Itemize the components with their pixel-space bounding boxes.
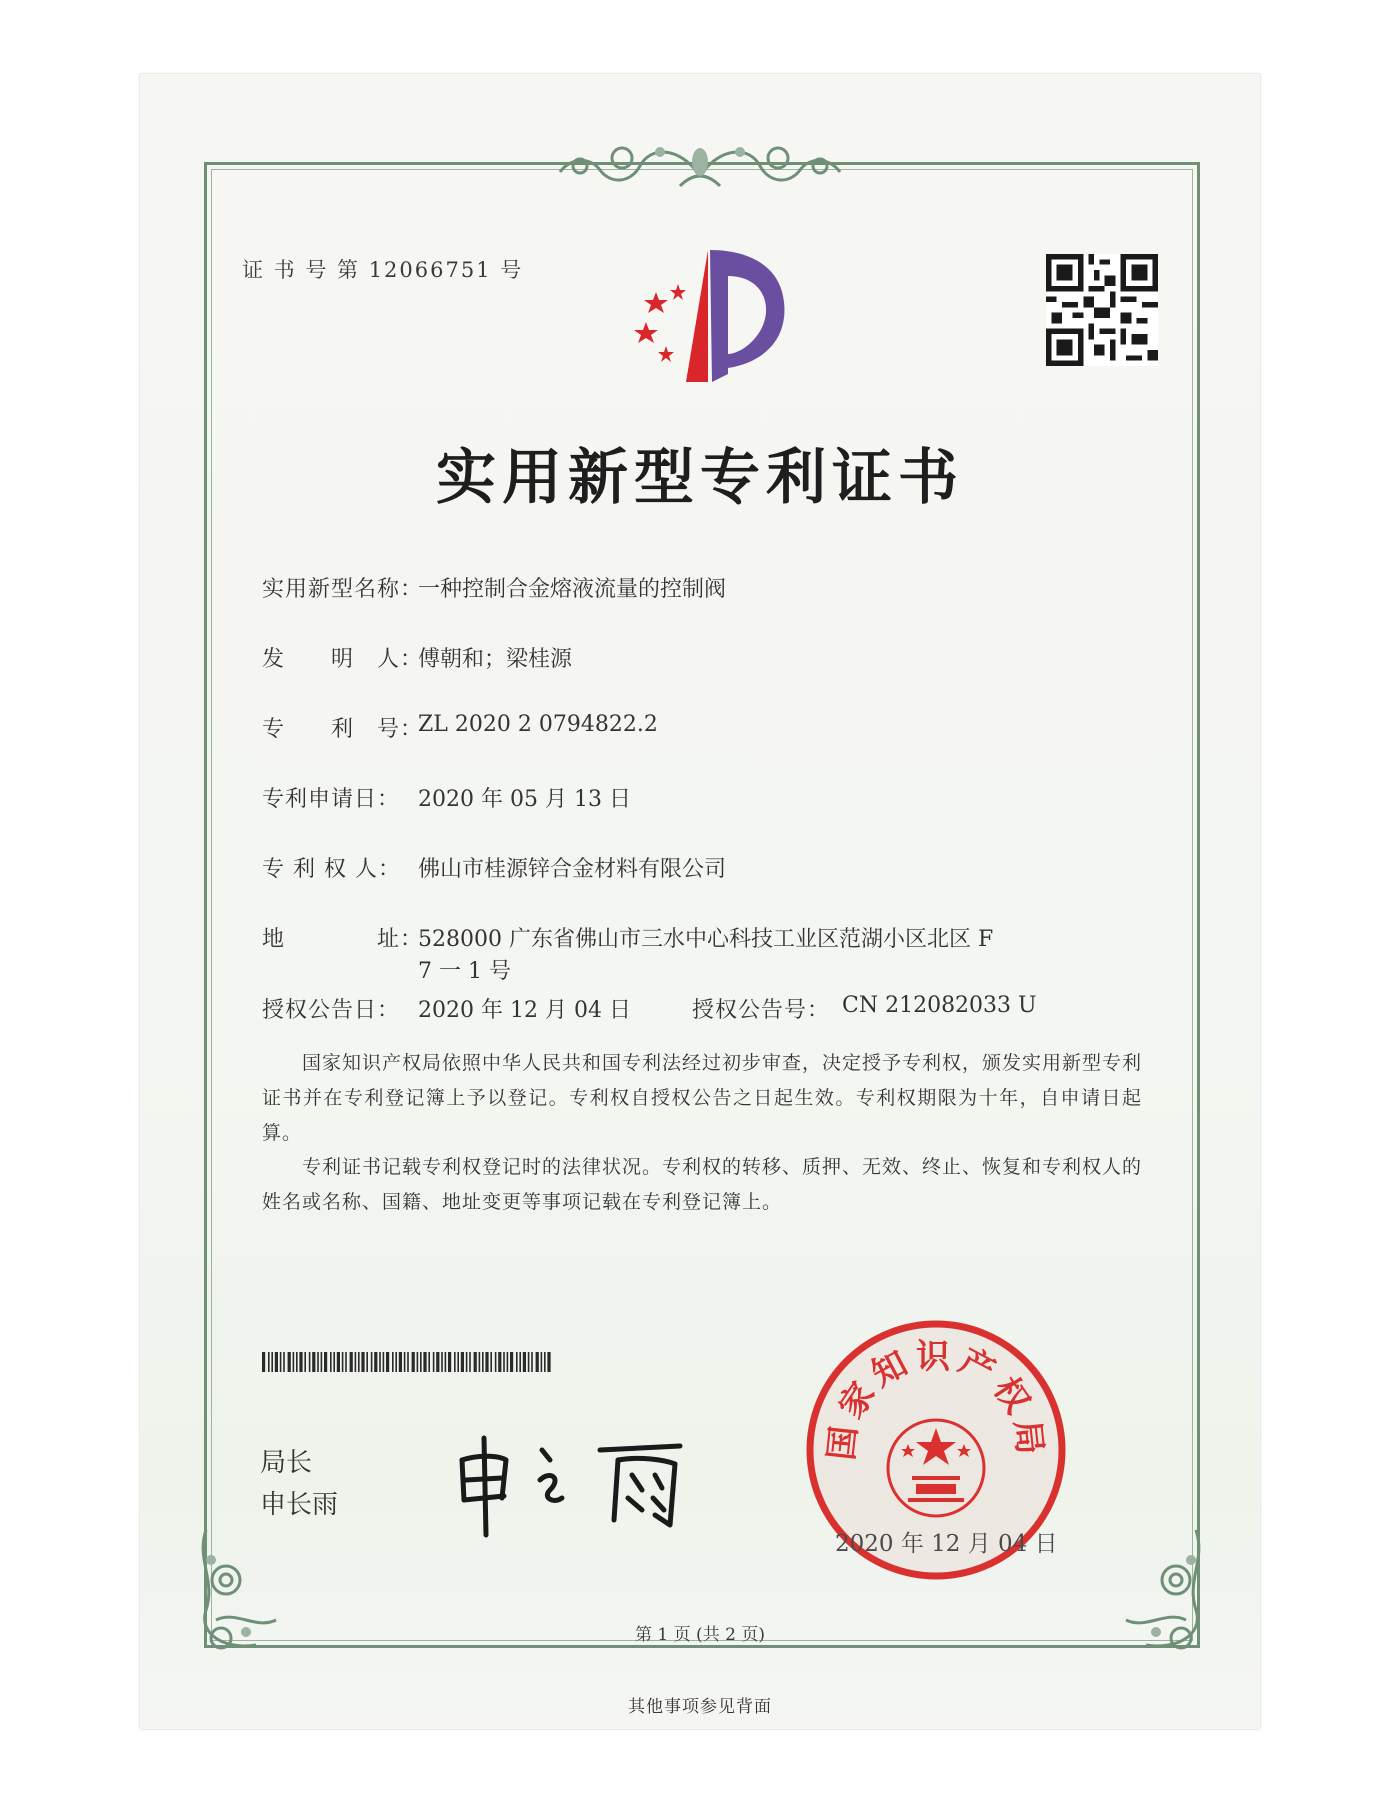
- barcode-bar: [312, 1352, 315, 1372]
- seal-text: 国家知识产权局: [821, 1337, 1051, 1463]
- barcode-bar: [541, 1352, 543, 1372]
- barcode-icon: [262, 1352, 554, 1372]
- barcode-bar: [423, 1352, 426, 1372]
- barcode-bar: [507, 1352, 509, 1372]
- director-signature: [450, 1420, 710, 1540]
- barcode-bar: [498, 1352, 501, 1372]
- field-value-patent-number: ZL 2020 2 0794822.2: [418, 712, 658, 737]
- field-label-address: 地 址：: [262, 927, 424, 952]
- body-paragraph-2: 专利证书记载专利权登记时的法律状况。专利权的转移、质押、无效、终止、恢复和专利权人的姓名或名称、国籍、地址变更等事项记载在专利登记簿上。: [262, 1156, 1143, 1213]
- body-paragraph-1: 国家知识产权局依照中华人民共和国专利法经过初步审查，决定授予专利权，颁发实用新型专利证书并在专利登记簿上予以登记。专利权自授权公告之日起生效。专利权期限为十年，自申请日起算。: [262, 1052, 1143, 1144]
- barcode-bar: [386, 1352, 389, 1372]
- barcode-bar: [371, 1352, 373, 1372]
- barcode-bar: [355, 1352, 357, 1372]
- barcode-bar: [404, 1352, 406, 1372]
- barcode-bar: [519, 1352, 521, 1372]
- field-value-application-date: 2020 年 05 月 13 日: [418, 787, 631, 812]
- barcode-bar: [428, 1352, 430, 1372]
- barcode-bar: [275, 1352, 278, 1372]
- barcode-bar: [283, 1352, 285, 1372]
- barcode-bar: [516, 1352, 518, 1372]
- barcode-bar: [342, 1352, 344, 1372]
- barcode-bar: [469, 1352, 471, 1372]
- barcode-bar: [420, 1352, 422, 1372]
- barcode-bar: [490, 1352, 492, 1372]
- barcode-bar: [296, 1352, 298, 1372]
- barcode-bar: [536, 1352, 539, 1372]
- barcode-bar: [544, 1352, 546, 1372]
- barcode-bar: [350, 1352, 353, 1372]
- barcode-bar: [304, 1352, 306, 1372]
- announcement-date-value: 2020 年 12 月 04 日: [418, 998, 631, 1023]
- barcode-bar: [333, 1352, 335, 1372]
- field-label-application-date: 专利申请日：: [262, 787, 401, 812]
- barcode-bar: [374, 1352, 377, 1372]
- certificate-number: 证 书 号 第 12066751 号: [242, 258, 524, 282]
- barcode-bar: [417, 1352, 419, 1372]
- barcode-bar: [448, 1352, 451, 1372]
- barcode-bar: [457, 1352, 459, 1372]
- barcode-bar: [479, 1352, 481, 1372]
- barcode-bar: [547, 1352, 550, 1372]
- barcode-bar: [482, 1352, 484, 1372]
- field-value-inventor: 傅朝和；梁桂源: [418, 647, 573, 672]
- barcode-bar: [485, 1352, 488, 1372]
- barcode-bar: [523, 1352, 526, 1372]
- barcode-bar: [531, 1352, 533, 1372]
- barcode-bar: [317, 1352, 319, 1372]
- barcode-bar: [358, 1352, 360, 1372]
- barcode-bar: [268, 1352, 270, 1372]
- barcode-bar: [330, 1352, 332, 1372]
- field-value-name: 一种控制合金熔液流量的控制阀: [418, 577, 727, 602]
- barcode-bar: [361, 1352, 364, 1372]
- barcode-bar: [399, 1352, 402, 1372]
- barcode-bar: [288, 1352, 291, 1372]
- barcode-bar: [433, 1352, 435, 1372]
- field-label-patent-number: 专 利 号：: [262, 717, 424, 742]
- certificate-title: 实用新型专利证书: [436, 443, 964, 513]
- field-value-address: 528000 广东省佛山市三水中心科技工业区范湖小区北区 F: [418, 927, 994, 952]
- barcode-bar: [383, 1352, 385, 1372]
- barcode-bar: [324, 1352, 327, 1372]
- barcode-bar: [293, 1352, 295, 1372]
- barcode-bar: [466, 1352, 468, 1372]
- barcode-bar: [309, 1352, 311, 1372]
- barcode-bar: [503, 1352, 505, 1372]
- barcode-bar: [271, 1352, 273, 1372]
- barcode-bar: [454, 1352, 456, 1372]
- announcement-date-label: 授权公告日：: [262, 998, 401, 1023]
- barcode-bar: [345, 1352, 347, 1372]
- top-ornament-icon: [530, 136, 870, 198]
- barcode-bar: [441, 1352, 443, 1372]
- barcode-bar: [495, 1352, 497, 1372]
- footer-note: 其他事项参见背面: [628, 1697, 772, 1717]
- barcode-bar: [407, 1352, 409, 1372]
- director-title: 局长: [260, 1448, 313, 1478]
- cnipa-logo-icon: [616, 242, 796, 392]
- barcode-bar: [445, 1352, 447, 1372]
- barcode-bar: [299, 1352, 302, 1372]
- barcode-bar: [461, 1352, 464, 1372]
- barcode-bar: [528, 1352, 530, 1372]
- barcode-bar: [321, 1352, 323, 1372]
- barcode-bar: [379, 1352, 381, 1372]
- barcode-bar: [280, 1352, 282, 1372]
- field-label-inventor: 发 明 人：: [262, 647, 424, 672]
- announcement-number-label: 授权公告号：: [692, 998, 831, 1023]
- field-value-patentee: 佛山市桂源锌合金材料有限公司: [418, 857, 727, 882]
- barcode-bar: [395, 1352, 397, 1372]
- field-label-name: 实用新型名称：: [262, 577, 424, 602]
- barcode-bar: [366, 1352, 368, 1372]
- barcode-bar: [510, 1352, 513, 1372]
- field-label-patentee: 专 利 权 人：: [262, 857, 401, 882]
- qr-code-icon: [1046, 254, 1158, 366]
- page-number: 第 1 页 (共 2 页): [635, 1625, 765, 1645]
- announcement-number-value: CN 212082033 U: [842, 993, 1037, 1018]
- field-value-address-line2: 7 一 1 号: [418, 959, 511, 984]
- barcode-bar: [436, 1352, 439, 1372]
- seal-date: 2020 年 12 月 04 日: [835, 1531, 1058, 1557]
- director-name: 申长雨: [260, 1490, 339, 1520]
- barcode-bar: [337, 1352, 340, 1372]
- barcode-bar: [412, 1352, 415, 1372]
- barcode-bar: [392, 1352, 394, 1372]
- barcode-bar: [262, 1352, 265, 1372]
- barcode-bar: [474, 1352, 477, 1372]
